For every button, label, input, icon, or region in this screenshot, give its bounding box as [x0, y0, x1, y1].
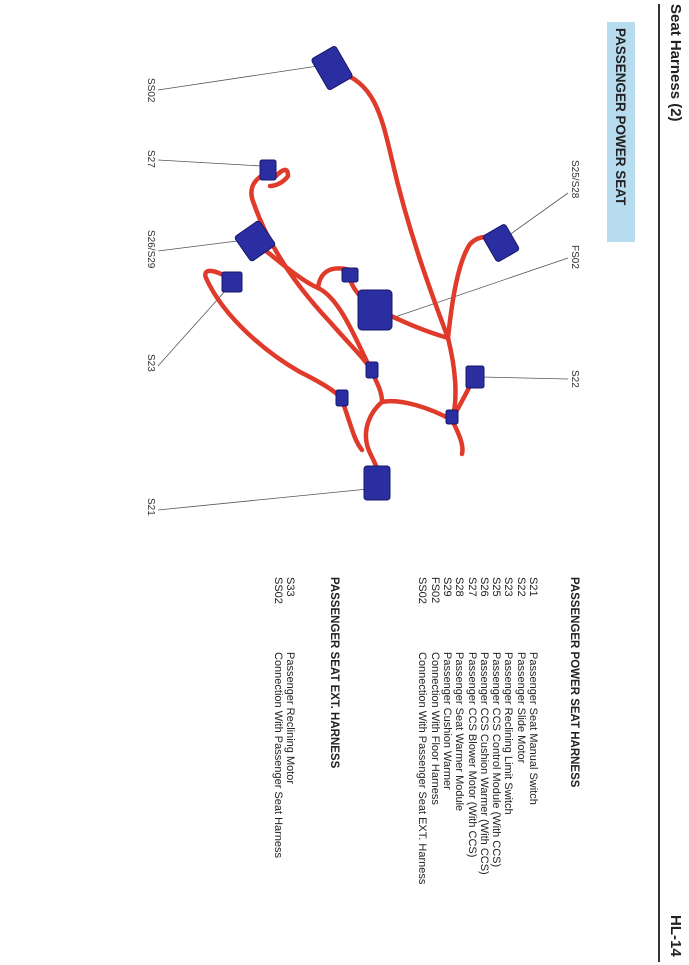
connector-mid-3: [446, 410, 458, 424]
connector-mid-1: [366, 362, 378, 378]
connector-ss02: [311, 45, 353, 90]
page-title: Seat Harness (2): [667, 4, 684, 122]
legend-code: SS02: [416, 577, 429, 604]
connector-s27: [260, 160, 276, 180]
connector-s25-s28: [482, 224, 520, 263]
legend-power-seat-descriptions: [416, 652, 539, 884]
legend-code: S28: [453, 577, 466, 597]
legend-power-seat-heading: PASSENGER POWER SEAT HARNESS: [568, 577, 580, 788]
legend-ext-harness-codes: [271, 577, 296, 604]
legend-code: FS02: [428, 577, 441, 604]
legend-desc: Passenger Seat Manual Switch: [527, 652, 539, 805]
legend-desc: Connection With Passenger Seat EXT. Harness: [416, 652, 429, 885]
legend-desc: Passenger Reclining Limit Switch: [502, 652, 515, 815]
legend-code: S25: [490, 577, 503, 597]
connectors: [222, 45, 520, 500]
connector-fs02: [358, 290, 392, 330]
legend-ext-harness-descriptions: [271, 652, 296, 858]
callout-s25-s28: S25/S28: [569, 160, 580, 199]
legend-code: S23: [502, 577, 515, 597]
callout-s27: S27: [145, 150, 156, 168]
leader-lines: [158, 66, 568, 510]
legend-desc: Passenger CCS Control Module (With CCS): [490, 652, 503, 868]
page-number: HL-14: [667, 915, 684, 957]
legend-desc: Passenger Cushion Warmer: [440, 652, 453, 790]
legend-code: SS02: [271, 577, 284, 604]
section-banner-label: PASSENGER POWER SEAT: [613, 28, 628, 206]
legend-desc: Connection With Passenger Seat Harness: [271, 652, 284, 859]
legend-desc: Passenger Reclining Motor: [284, 652, 296, 785]
legend-desc: Passenger Seat Warmer Module: [453, 652, 466, 812]
legend-code: S26: [477, 577, 490, 597]
connector-s23: [222, 272, 242, 292]
legend-desc: Passenger CCS Blower Motor (With CCS): [465, 652, 478, 858]
legend-code: S22: [514, 577, 527, 597]
legend-code: S21: [527, 577, 539, 597]
legend-desc: Connection With Floor Harness: [428, 652, 441, 805]
connector-s21: [364, 466, 390, 500]
connector-mid-2: [336, 390, 348, 406]
callout-s21: S21: [145, 498, 156, 516]
legend-code: S29: [440, 577, 453, 597]
legend-ext-harness-heading: PASSENGER SEAT EXT. HARNESS: [328, 577, 340, 769]
callout-ss02: SS02: [145, 78, 156, 103]
connector-s22: [466, 366, 484, 388]
callout-s23: S23: [145, 354, 156, 372]
callout-s22: S22: [569, 370, 580, 388]
connector-fs02-small: [342, 268, 358, 282]
legend-power-seat-codes: [416, 577, 539, 604]
legend-code: S33: [284, 577, 296, 597]
legend-code: S27: [465, 577, 478, 597]
legend-desc: Passenger CCS Cushion Warmer (With CCS): [477, 652, 490, 875]
legend-desc: Passenger Slide Motor: [514, 652, 527, 764]
callout-s26-s29: S26/S29: [145, 230, 156, 269]
callout-fs02: FS02: [569, 245, 580, 269]
